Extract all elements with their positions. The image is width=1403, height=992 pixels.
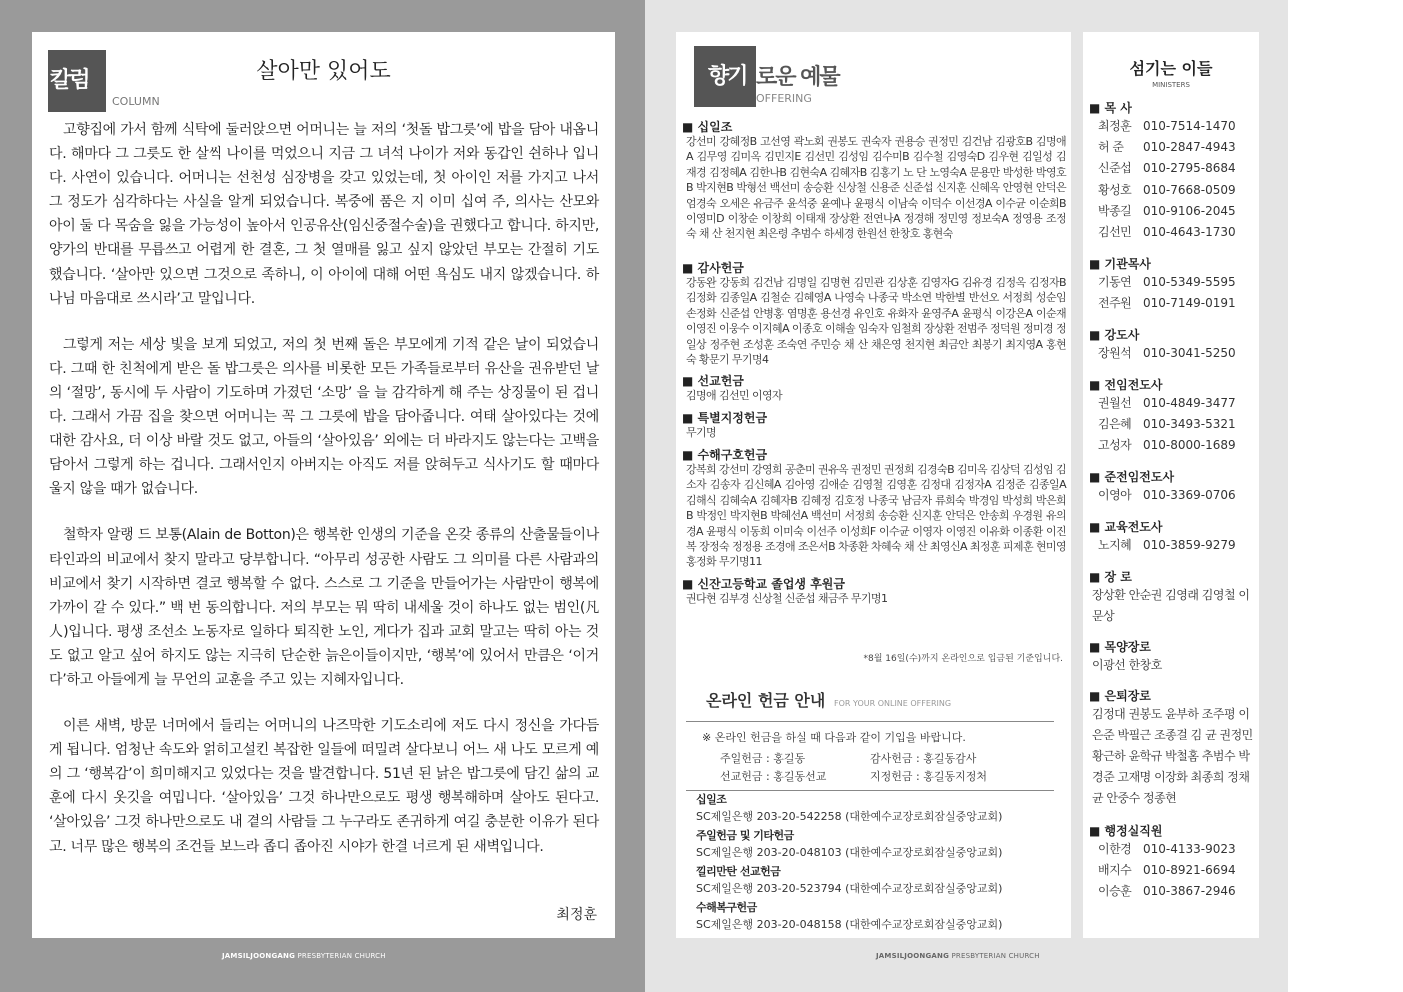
account-name: 낄리만탄 선교헌금 bbox=[696, 865, 781, 878]
minister-phone: 010-3867-2946 bbox=[1143, 884, 1236, 899]
offering-panel bbox=[676, 32, 1071, 938]
column-paragraph: 고향집에 가서 함께 식탁에 둘러앉으면 어머니는 늘 저의 ‘첫돌 밥그릇’에 밥을 담아 내옵니다. 해마다 그 그릇도 한 살씩 나이를 먹었으니 지금 그 녀석 나이가 저와 동갑인 쉰하나 입니다. 사연이 있습니다. 어머니는 선천성 심장병을 갖고 있었는데, 첫 아이인 저를 가지고 나서 그 정도가 심각하다는 사실을 알게 되었습니다. 복중에 품은 지 이미 십여 주, 의사는 산모와 아이 둘 다 목숨을 잃을 가능성이 높아서 인공유산(임신중절수술)을 권했다고 합니다. 하지만, 양가의 반대를 무릅쓰고 어렵게 한 결혼, 그 첫 열매를 잃고 싶지 않았던 부모는 간절히 기도했습니다. ‘살아만 있으면 그것으로 족하니, 이 아이에 대해 어떤 욕심도 내지 않겠습니다. 하나님 마음대로 쓰시라’고 말입니다. bbox=[49, 122, 599, 307]
column-badge: 칼럼 bbox=[48, 50, 106, 112]
offering-section-names: 김명애 김선민 이영자 bbox=[686, 389, 783, 402]
minister-name: 고성자 bbox=[1098, 438, 1132, 453]
offering-note: *8월 16일(수)까지 온라인으로 입금된 기준입니다. bbox=[863, 654, 1063, 664]
minister-row bbox=[1089, 137, 1257, 158]
account-detail: SC제일은행 203-20-523794 (대한예수교장로회잠실중앙교회) bbox=[696, 882, 1003, 895]
column-body bbox=[49, 118, 599, 881]
account-mission bbox=[696, 863, 1002, 897]
minister-name: 최정훈 bbox=[1098, 119, 1132, 133]
minister-phone: 010-5349-5595 bbox=[1143, 275, 1236, 289]
minister-name: 박종길 bbox=[1098, 203, 1132, 218]
minister-phone: 010-7514-1470 bbox=[1143, 119, 1236, 133]
ministers-group-pastoral-elders bbox=[1089, 639, 1257, 676]
minister-name: 허 준 bbox=[1098, 140, 1124, 155]
minister-row bbox=[1089, 222, 1257, 243]
group-heading: ■ 은퇴장로 bbox=[1089, 688, 1257, 704]
minister-phone: 010-4849-3477 bbox=[1143, 396, 1236, 410]
footer-bold: JAMSILJOONGANG bbox=[876, 952, 950, 960]
example-thanks: 감사헌금 : 홍길동감사 bbox=[870, 752, 977, 765]
online-offering-title: 온라인 헌금 안내 bbox=[706, 691, 826, 710]
minister-phone: 010-4133-9023 bbox=[1143, 842, 1236, 856]
account-detail: SC제일은행 203-20-048158 (대한예수교장로회잠실중앙교회) bbox=[696, 918, 1003, 931]
column-badge-english: COLUMN bbox=[112, 95, 160, 108]
offering-section-heading: ■ 신잔고등학교 졸업생 후원금 bbox=[682, 577, 1066, 591]
minister-row bbox=[1089, 393, 1257, 414]
ministers-group-semi-evangelists bbox=[1089, 469, 1257, 506]
account-relief bbox=[696, 899, 1002, 933]
minister-row bbox=[1089, 860, 1257, 881]
offering-section-heading: ■ 십일조 bbox=[682, 120, 1066, 134]
group-heading: ■ 교육전도사 bbox=[1089, 519, 1257, 535]
group-heading: ■ 강도사 bbox=[1089, 327, 1257, 343]
minister-name: 김선민 bbox=[1098, 225, 1132, 240]
online-instruction: ※ 온라인 헌금을 하실 때 다음과 같이 기입을 바랍니다. bbox=[702, 731, 966, 744]
account-detail: SC제일은행 203-20-542258 (대한예수교장로회잠실중앙교회) bbox=[696, 810, 1003, 823]
page-margin bbox=[1288, 0, 1403, 992]
offering-section-names: 무기명 bbox=[686, 426, 717, 439]
minister-phone: 010-3369-0706 bbox=[1143, 488, 1236, 502]
offering-section-heading: ■ 특별지정헌금 bbox=[682, 411, 1066, 425]
offering-section-graduates bbox=[682, 577, 1066, 606]
group-heading: ■ 행정실직원 bbox=[1089, 823, 1257, 839]
minister-name: 이승훈 bbox=[1098, 884, 1132, 899]
ministers-group-edu-evangelists bbox=[1089, 519, 1257, 556]
minister-row bbox=[1089, 116, 1257, 137]
minister-name: 이영아 bbox=[1098, 488, 1132, 502]
offering-section-heading: ■ 수해구호헌금 bbox=[682, 448, 1066, 462]
retired-elders-names: 김정대 권봉도 윤부하 조주평 이은준 박필근 조종걸 김 균 권정민 황근하 윤학규 박철홈 추범수 박경준 고재명 이장화 최종희 정채균 안중수 정종현 bbox=[1092, 707, 1253, 805]
ministers-title: 섬기는 이들 bbox=[1129, 59, 1213, 78]
online-offering-title-english: FOR YOUR ONLINE OFFERING bbox=[834, 699, 952, 708]
ministers-group-institutional bbox=[1089, 256, 1257, 314]
offering-section-mission bbox=[682, 374, 1066, 403]
minister-row bbox=[1089, 881, 1257, 902]
ministers-title-english: MINISTERS bbox=[1152, 81, 1190, 89]
minister-phone: 010-7668-0509 bbox=[1143, 182, 1236, 197]
ministers-panel bbox=[1083, 32, 1259, 938]
column-panel bbox=[32, 32, 615, 938]
minister-phone: 010-3041-5250 bbox=[1143, 346, 1236, 360]
minister-name: 이한경 bbox=[1098, 842, 1132, 856]
column-paragraph: 철학자 알랭 드 보통(Alain de Botton)은 행복한 인생의 기준을 온갖 종류의 산출물들이나 타인과의 비교에서 찾지 말라고 당부합니다. “아무리 성공한 사람도 그 의미를 다른 사람과의 비교에서 찾기 시작하면 결코 행복할 수 없다. 스스로 그 기준을 만들어가는 사람만이 행복에 가까이 갈 수 있다.” 백 번 동의합니다. 저의 부모는 뭐 딱히 내세울 것이 하나도 없는 범인(凡人)입니다. 평생 조선소 노동자로 일하다 퇴직한 노인, 게다가 집과 교회 말고는 딱히 아는 것도 없고 알고 싶어 하지도 않는 지극히 단순한 늙은이들이지만, ‘행복’에 있어서 만큼은 ‘이거다’하고 아들에게 늘 무언의 교훈을 주고 있는 지혜자입니다. bbox=[49, 527, 599, 688]
footer-church-name bbox=[222, 952, 386, 960]
example-sunday: 주일헌금 : 홍길동 bbox=[720, 752, 806, 765]
offering-section-thanks bbox=[682, 261, 1066, 367]
footer-rest: PRESBYTERIAN CHURCH bbox=[949, 952, 1040, 960]
ministers-group-pastors bbox=[1089, 100, 1257, 243]
minister-phone: 010-4643-1730 bbox=[1143, 225, 1236, 240]
offering-title: 로운 예물 bbox=[756, 65, 839, 90]
example-designated: 지정헌금 : 홍길동지정처 bbox=[870, 770, 987, 783]
offering-section-special bbox=[682, 411, 1066, 440]
offering-badge: 향기 bbox=[694, 46, 756, 107]
minister-row bbox=[1089, 839, 1257, 860]
ministers-group-preacher bbox=[1089, 327, 1257, 364]
minister-name: 황성호 bbox=[1098, 182, 1132, 197]
minister-row bbox=[1089, 485, 1257, 506]
minister-row bbox=[1089, 158, 1257, 179]
column-paragraph: 이른 새벽, 방문 너머에서 들리는 어머니의 나즈막한 기도소리에 저도 다시 정신을 가다듬게 됩니다. 엄청난 속도와 얽히고설킨 복잡한 일들에 떠밀려 살다보니 어느 새 나도 모르게 예의 그 ‘행복감’이 희미해지고 있었다는 것을 발견합니다. 51년 된 낡은 밥그릇에 담긴 삶의 교훈에 다시 옷깃을 여밉니다. ‘살아있음’ 그것 하나만으로도 평생 행복해하며 살아도 된다고. ‘살아있음’ 그것 하나만으로도 내 곁의 사람들 그 누구라도 존귀하게 여길 충분한 이유가 된다고. 너무 많은 행복의 조건들 보느라 좁디 좁아진 시야가 한결 너르게 된 새벽입니다. bbox=[49, 718, 599, 855]
minister-name: 노지혜 bbox=[1098, 538, 1132, 552]
ministers-group-elders bbox=[1089, 569, 1257, 627]
account-name: 수해복구헌금 bbox=[696, 901, 757, 914]
divider bbox=[686, 721, 1054, 722]
group-heading: ■ 목양장로 bbox=[1089, 639, 1257, 655]
group-heading: ■ 장 로 bbox=[1089, 569, 1257, 585]
minister-phone: 010-8000-1689 bbox=[1143, 438, 1236, 453]
minister-row bbox=[1089, 201, 1257, 222]
example-mission: 선교헌금 : 홍길동선교 bbox=[720, 770, 827, 783]
minister-phone: 010-2795-8684 bbox=[1143, 161, 1236, 176]
account-detail: SC제일은행 203-20-048103 (대한예수교장로회잠실중앙교회) bbox=[696, 846, 1003, 859]
group-heading: ■ 전임전도사 bbox=[1089, 377, 1257, 393]
minister-phone: 010-3859-9279 bbox=[1143, 538, 1236, 552]
footer-bold: JAMSILJOONGANG bbox=[222, 952, 296, 960]
account-name: 주일헌금 및 기타헌금 bbox=[696, 829, 794, 842]
minister-row bbox=[1089, 535, 1257, 556]
offering-section-heading: ■ 선교헌금 bbox=[682, 374, 1066, 388]
group-heading: ■ 준전임전도사 bbox=[1089, 469, 1257, 485]
footer-rest: PRESBYTERIAN CHURCH bbox=[295, 952, 386, 960]
offering-section-names: 강선미 강혜정B 고선영 곽노회 권봉도 권숙자 권용승 권정민 김건남 김광호B 김명애A 김무영 김미옥 김민지E 김선민 김성임 김수미B 김수철 김영숙D 김우현 김일성 김재경 김정혜A 김한나B 김현숙A 김혜자B 김홍기 노 단 노영숙A 문용만 박성한 박영호B 박지현B 박형선 백선미 송승환 신상철 신용준 신준섭 신지훈 신혜옥 안영현 안덕은 엄경숙 오세은 유금주 윤석중 윤예나 윤평식 이남숙 이덕수 이선경A 이수균 이순희B 이영미D 이창순 이창희 이태재 장상환 전연나A 정경해 정민영 정보숙A 정영용 조정숙 채 산 천지현 최은령 추범수 하세경 한원선 한창호 홍현숙 bbox=[686, 135, 1066, 241]
minister-phone: 010-8921-6694 bbox=[1143, 863, 1236, 878]
minister-row bbox=[1089, 293, 1257, 314]
minister-name: 기동연 bbox=[1098, 275, 1132, 289]
minister-name: 장원석 bbox=[1098, 346, 1132, 360]
minister-name: 김은혜 bbox=[1098, 417, 1132, 432]
minister-phone: 010-9106-2045 bbox=[1143, 203, 1236, 218]
offering-section-names: 강복희 강선미 강영희 공춘미 권유옥 권정민 권정희 김경숙B 김미옥 김상덕 김성임 김소자 김송자 김신혜A 김아영 김애순 김영철 김영훈 김정대 김정자A 김정준 김종일A 김해식 김혜숙A 김혜자B 김혜정 김호정 나종국 남금자 류희숙 박경임 박성희 박은희B 박정인 박지현B 박혜선A 백선미 서정희 송승환 신지훈 안덕은 안송희 우경원 유의경A 윤평식 이동희 이미숙 이선주 이성희F 이수균 이영자 이영진 이유화 이종환 이진복 장정숙 정정용 조경애 조은서B 차종환 차혜숙 채 산 최영신A 최정훈 피제훈 현미영 홍정화 무기명11 bbox=[686, 463, 1066, 569]
minister-name: 배지수 bbox=[1098, 863, 1132, 878]
minister-name: 신준섭 bbox=[1098, 161, 1132, 176]
minister-name: 전주원 bbox=[1098, 296, 1132, 311]
minister-phone: 010-7149-0191 bbox=[1143, 296, 1236, 311]
footer-church-name bbox=[876, 952, 1040, 960]
account-sunday bbox=[696, 827, 1002, 861]
minister-row bbox=[1089, 414, 1257, 435]
offering-section-heading: ■ 감사헌금 bbox=[682, 261, 1066, 275]
minister-row bbox=[1089, 343, 1257, 364]
ministers-group-retired-elders bbox=[1089, 688, 1257, 809]
ministers-group-evangelists bbox=[1089, 377, 1257, 457]
minister-phone: 010-2847-4943 bbox=[1143, 140, 1236, 155]
column-title: 살아만 있어도 bbox=[256, 59, 391, 84]
offering-section-names: 권다현 김부경 신상철 신준섭 채금주 무기명1 bbox=[686, 592, 888, 605]
minister-row bbox=[1089, 435, 1257, 456]
minister-name: 권월선 bbox=[1098, 396, 1132, 410]
group-heading: ■ 목 사 bbox=[1089, 100, 1257, 116]
offering-badge-english: OFFERING bbox=[756, 92, 812, 105]
group-heading: ■ 기관목사 bbox=[1089, 256, 1257, 272]
offering-section-names: 강동완 강동희 김건남 김명일 김명현 김민관 김상훈 김영자G 김유경 김정옥 김정자B 김정화 김종일A 김철순 김혜영A 나영숙 나종국 박소연 박한별 반선오 서정희 성순임 손정화 신준섭 안병홍 염명훈 용선경 유인호 유화자 윤영주A 윤평식 이강은A 이순재 이영진 이웅수 이지혜A 이종호 이해솔 임숙자 임철희 장상환 전범주 정덕원 정미경 정일상 정주현 조성훈 조숙연 주민승 채 산 채은영 천지현 최금안 최봉기 최지영A 홍현숙 황문기 무기명4 bbox=[686, 276, 1066, 367]
column-paragraph: 그렇게 저는 세상 빛을 보게 되었고, 저의 첫 번째 돌은 부모에게 기적 같은 날이 되었습니다. 그때 한 친척에게 받은 돌 밥그릇은 의사를 비롯한 모든 가족들로부터 유산을 권유받던 날의 ‘절망’, 동시에 두 사람이 기도하며 가졌던 ‘소망’ 을 늘 감각하게 해 주는 상징물이 된 겁니다. 그래서 가끔 집을 찾으면 어머니는 꼭 그 그릇에 밥을 담아줍니다. 여태 살아있다는 것에 대한 감사요, 더 이상 바랄 것도 없고, 아들의 ‘살아있음’ 외에는 더 바라지도 않는다는 고백을 담아서 그렇게 하는 겁니다. 그래서인지 아버지는 아직도 저를 앉혀두고 식사기도 할 때마다 울지 않을 때가 없습니다. bbox=[49, 336, 599, 498]
column-author: 최정훈 bbox=[556, 907, 597, 923]
minister-phone: 010-3493-5321 bbox=[1143, 417, 1236, 432]
ministers-group-staff bbox=[1089, 823, 1257, 903]
minister-row bbox=[1089, 180, 1257, 201]
offering-section-tithe bbox=[682, 120, 1066, 242]
account-name: 십일조 bbox=[696, 793, 727, 806]
pastoral-elders-names: 이광선 한창호 bbox=[1092, 658, 1162, 672]
account-tithe bbox=[696, 791, 1002, 825]
elders-names: 장상환 안순권 김영래 김영철 이문상 bbox=[1092, 588, 1250, 623]
offering-section-relief bbox=[682, 448, 1066, 570]
minister-row bbox=[1089, 272, 1257, 293]
